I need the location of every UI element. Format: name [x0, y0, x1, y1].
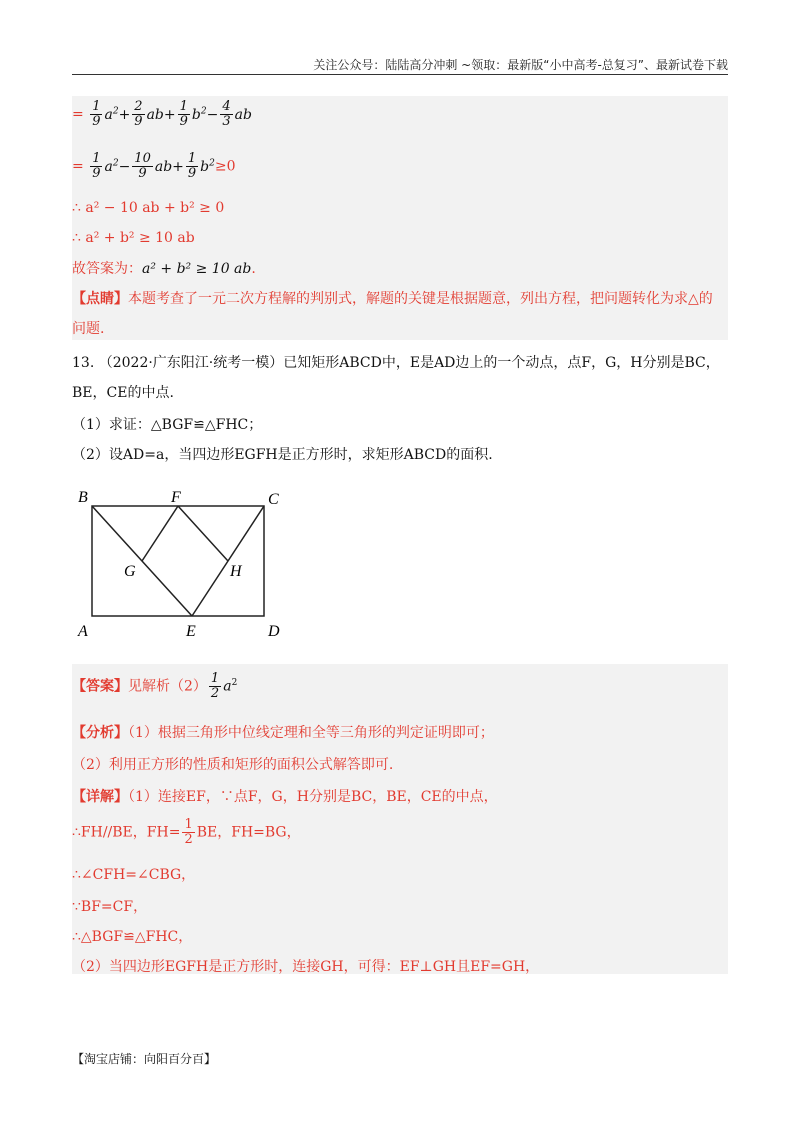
question-2: （2）设AD=a，当四边形EGFH是正方形时，求矩形ABCD的面积.	[72, 447, 493, 463]
answer-block	[72, 664, 728, 974]
detail-line-1: 【详解】（1）连接EF，∵点F，G，H分别是BC，BE，CE的中点，	[72, 789, 498, 805]
solution-line-1: = $\frac{1}{9}$ $a^2+$ $\frac{2}{9}$ ab+ $\frac{1}{9}$ $b^2-$ $\frac{4}{3}$ ab	[72, 99, 252, 129]
solution-line-2: = $\frac{1}{9}$ $a^2-$ $\frac{10}{9}$ ab+ $\frac{1}{9}$ $b^2\ge 0$	[72, 151, 236, 181]
solution-block-prev	[72, 96, 728, 340]
label-b: B	[78, 489, 88, 506]
detail-line-5: ∴△BGF≌△FHC，	[72, 929, 193, 945]
segment-fg	[142, 506, 178, 561]
detail-line-3: ∴∠CFH=∠CBG，	[72, 867, 196, 883]
label-c: C	[268, 491, 279, 508]
problem-line-1: 13. （2022·广东阳江·统考一模）已知矩形ABCD中，E是AD边上的一个动点，点F，G，H分别是BC，	[72, 355, 720, 371]
label-a: A	[78, 623, 88, 640]
label-e: E	[186, 623, 196, 640]
detail-line-2: ∴FH//BE，FH= $\frac{1}{2}$ BE，FH=BG，	[72, 817, 301, 847]
label-f: F	[171, 489, 181, 506]
analysis-line-2: （2）利用正方形的性质和矩形的面积公式解答即可.	[72, 757, 394, 773]
comment-line-2: 问题.	[72, 321, 105, 337]
problem-line-2: BE，CE的中点.	[72, 385, 174, 401]
solution-line-3: ∴ a² − 10 ab + b² ≥ 0	[72, 200, 225, 216]
label-d: D	[268, 623, 280, 640]
label-h: H	[230, 563, 242, 580]
page-header: 关注公众号：陆陆高分冲刺 ~领取：最新版“小中高考-总复习”、最新试卷下载	[313, 58, 728, 72]
solution-line-5: 故答案为：a² + b² ≥ 10 ab.	[72, 261, 256, 277]
detail-line-4: ∵BF=CF，	[72, 899, 148, 915]
answer-line: 【答案】见解析（2） $\frac{1}{2}$ $a^2$	[72, 671, 238, 701]
detail-line-6: （2）当四边形EGFH是正方形时，连接GH，可得：EF⊥GH且EF=GH，	[72, 959, 540, 975]
question-1: （1）求证：△BGF≌△FHC；	[72, 417, 263, 433]
page-footer: 【淘宝店铺：向阳百分百】	[72, 1052, 217, 1066]
comment-line-1: 【点睛】本题考查了一元二次方程解的判别式，解题的关键是根据题意，列出方程，把问题转化为求△的	[72, 291, 713, 307]
analysis-line-1: 【分析】（1）根据三角形中位线定理和全等三角形的判定证明即可；	[72, 725, 494, 741]
segment-fh	[178, 506, 228, 561]
label-g: G	[124, 563, 136, 580]
solution-line-4: ∴ a² + b² ≥ 10 ab	[72, 230, 195, 246]
geometry-figure	[72, 484, 302, 644]
header-rule	[72, 74, 728, 75]
